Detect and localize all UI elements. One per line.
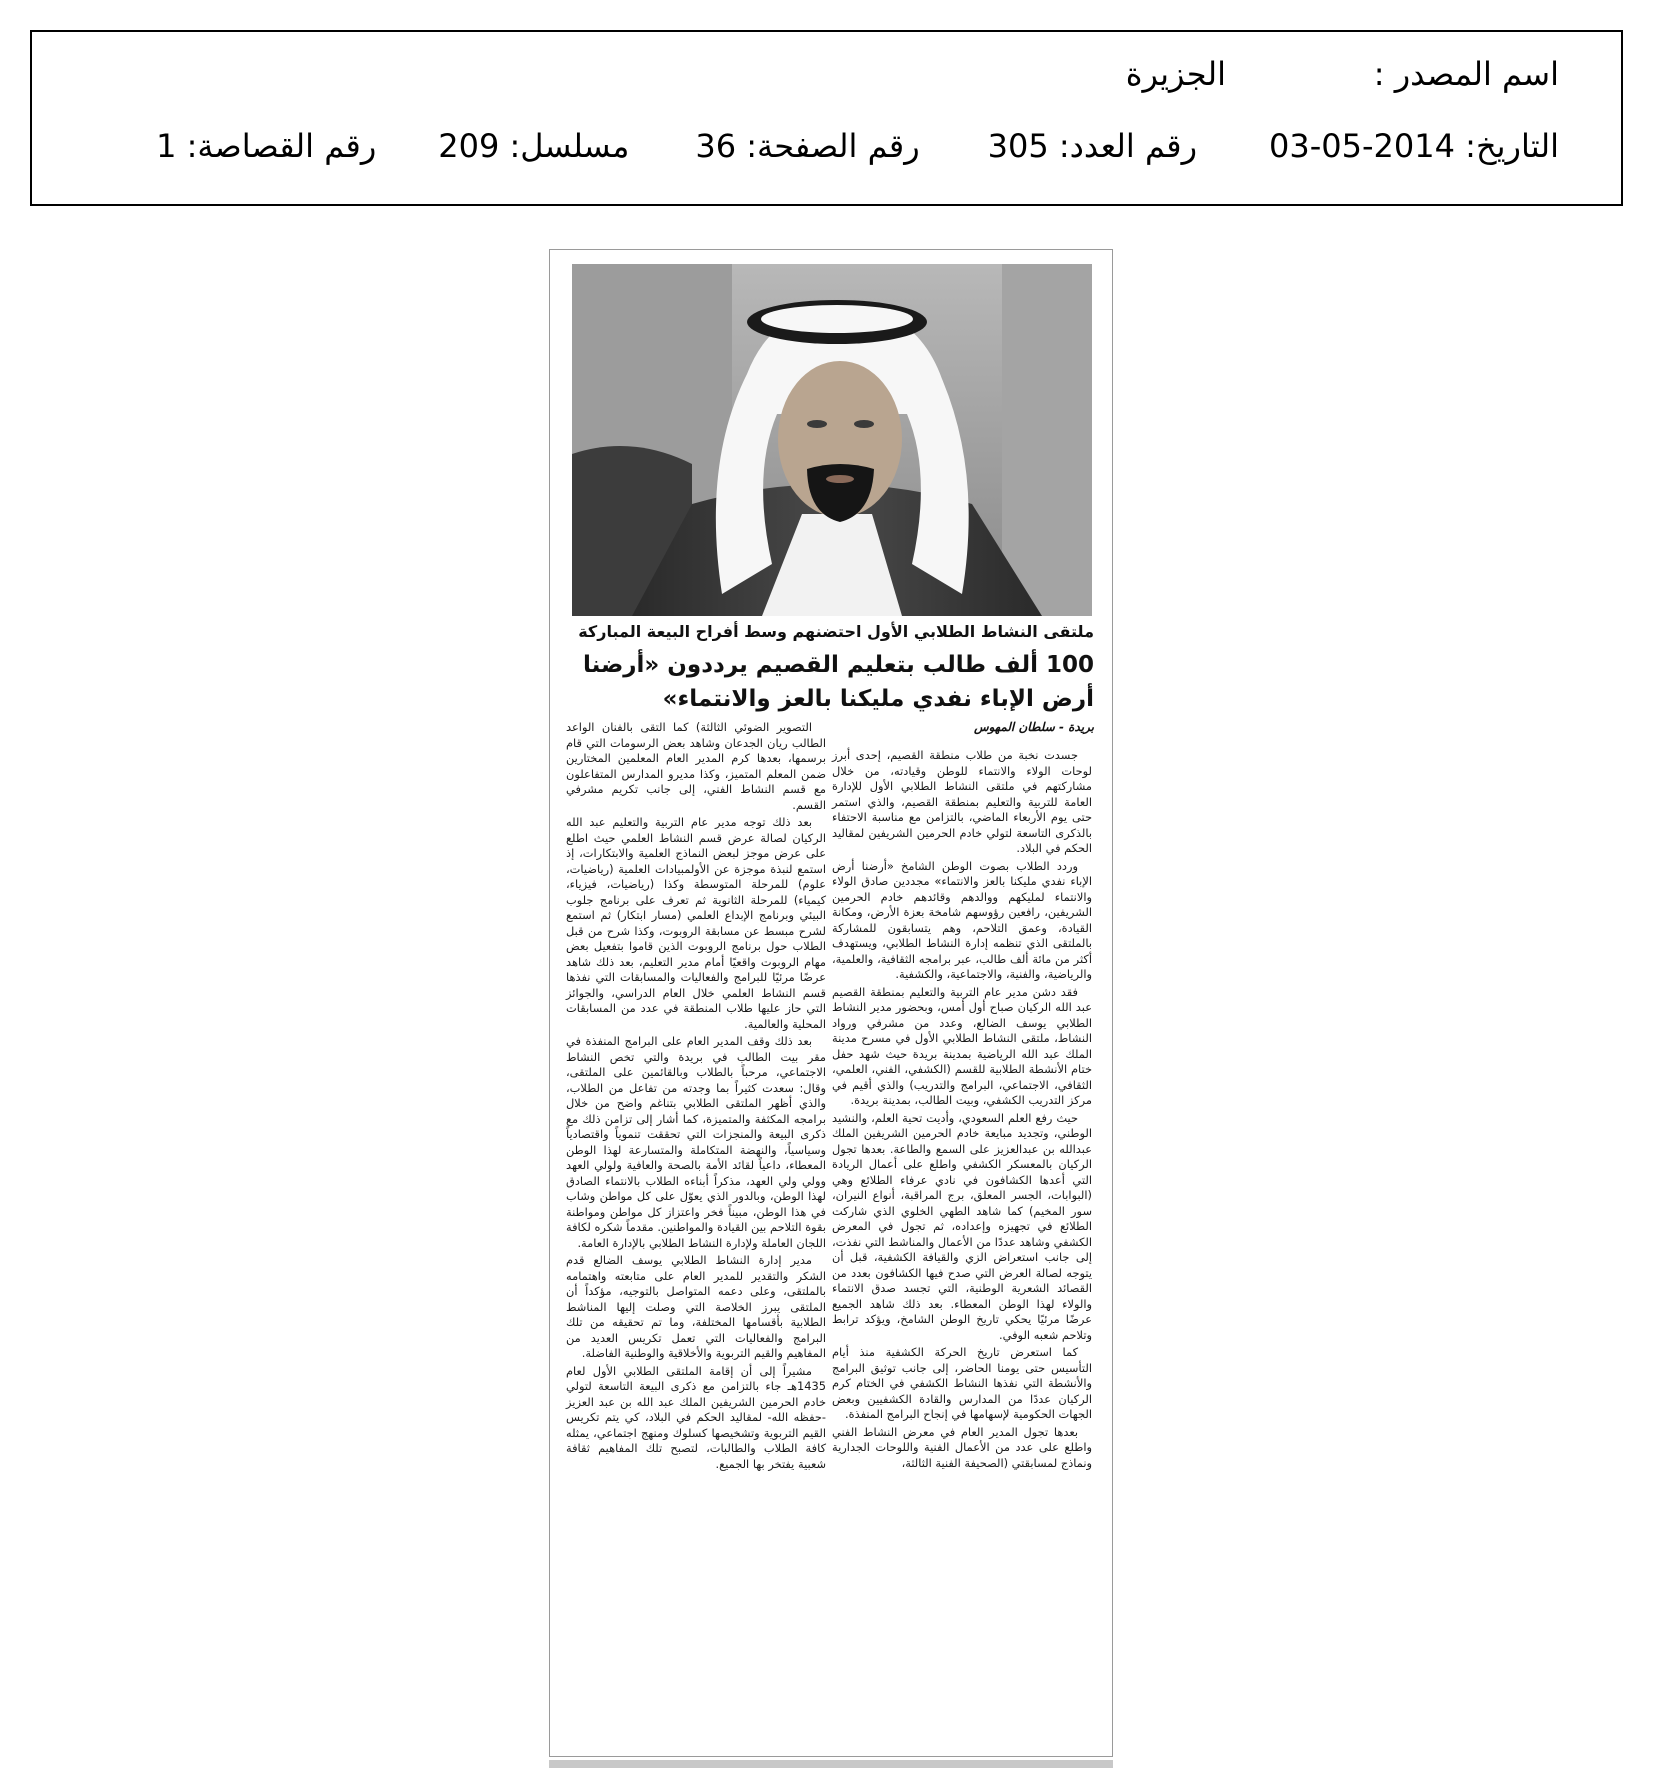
paragraph: حيث رفع العلم السعودي، وأديت تحية العلم، والنشيد الوطني، وتجديد مبايعة خادم الحرمين الشريفين الملك عبدالله بن عبدالعزيز على السمع والطاعة. بعدها تجول الركيان بالمعسكر الكشفي واطلع على أعمال الريادة التي أعدها الكشافون في نادي عرفاء الطلائع وهي (البوابات، الجسر المعلق، برج المراقبة، أنواع النيران، سور المخيم) كما شاهد الطهي الخلوي الذي شاركت الطلائع في تجهيزه وإعداده، ثم تجول في المعرض الكشفي وشاهد عددًا من الأعمال والمناشط التي نفذت، إلى جانب استعراض الزي والقيافة الكشفية، قبل أن يتوجه لصالة العرض التي صدح فيها الكشافون بعدد من القصائد الشعرية الوطنية، التي تجسد صدق الانتماء والولاء لهذا الوطن المعطاء. بعد ذلك شاهد الجميع عرضًا مرئيًا يحكي تاريخ الوطن الشامخ، ويؤكد ترابط وتلاحم شعبه الوفي.: [832, 1110, 1092, 1342]
newspaper-clipping: [549, 249, 1113, 1757]
article-kicker: ملتقى النشاط الطلابي الأول احتضنهم وسط أفراح البيعة المباركة: [578, 622, 1094, 641]
paragraph: كما استعرض تاريخ الحركة الكشفية منذ أيام التأسيس حتى يومنا الحاضر، إلى جانب توثيق البرامج والأنشطة التي نفذها النشاط الكشفي في الختام كرم الركيان عددًا من المدارس والقادة الكشفيين وبعض الجهات الحكومية لإسهامها في إنجاح البرامج المنفذة.: [832, 1345, 1092, 1421]
paragraph: فقد دشن مدير عام التربية والتعليم بمنطقة القصيم عبد الله الركيان صباح أول أمس، وبحضور مدير النشاط الطلابي يوسف الضالع، وعدد من مشرفي ورواد النشاط، ملتقى النشاط الطلابي الأول في مسرح مدينة الملك عبد الله الرياضية بمدينة بريدة حيث شهد حفل ختام الأنشطة الطلابية للقسم (الكشفي، الفني، العلمي، الثقافي، الاجتماعي، البرامج والتدريب) والذي أقيم في مركز التدريب الكشفي، وبيت الطالب، بمدينة بريدة.: [832, 984, 1092, 1107]
date-field: التاريخ: 2014-05-03: [1269, 127, 1559, 165]
article-headline: 100 ألف طالب بتعليم القصيم يرددون «أرضنا أرض الإباء نفدي مليكنا بالعز والانتماء»: [583, 652, 1094, 712]
paragraph: التصوير الضوئي الثالثة) كما التقى بالفنان الواعد الطالب ريان الجدعان وشاهد بعض الرسومات التي قام برسمها، بعدها كرم المدير العام المعلمين المختارين ضمن المعلم المتميز، وكذا مديرو المدارس المتفاعلون مع قسم النشاط الفني، إلى جانب تكريم مشرفي القسم.: [566, 720, 826, 812]
page-field: رقم الصفحة: 36: [695, 127, 920, 165]
paragraph: جسدت نخبة من طلاب منطقة القصيم، إحدى أبرز لوحات الولاء والانتماء للوطن وقيادته، من خلال مشاركتهم في ملتقى النشاط الطلابي الأول للإدارة العامة للتربية والتعليم بمنطقة القصيم، والذي استمر حتى يوم الأربعاء الماضي، بالتزامن مع مناسبة الاحتفاء بالذكرى التاسعة لتولي خادم الحرمين الشريفين لمقاليد الحكم في البلاد.: [832, 748, 1092, 855]
article-column-right: [832, 748, 1092, 1473]
paragraph: مشيراً إلى أن إقامة الملتقى الطلابي الأول لعام 1435هـ جاء بالتزامن مع ذكرى البيعة التاسعة لتولي خادم الحرمين الشريفين الملك عبد الله بن عبد العزيز -حفظه الله- لمقاليد الحكم في البلاد، كي يتم تكريس القيم التربوية وتشخيصها كسلوك ومنهج اجتماعي، يمثله كافة الطلاب والطالبات، لتصبح تلك المفاهيم ثقافة شعبية يفتخر بها الجميع.: [566, 1363, 826, 1471]
clipping-bottom-rule: [549, 1760, 1113, 1768]
clipping-meta-row: [156, 127, 1559, 165]
paragraph: بعدها تجول المدير العام في معرض النشاط الفني واطلع على عدد من الأعمال الفنية واللوحات الجدارية ونماذج لمسابقتي (الصحيفة الفنية الثالثة،: [832, 1424, 1092, 1470]
article-column-left: [566, 720, 826, 1474]
clipping-info-header: [30, 30, 1623, 206]
paragraph: وردد الطلاب بصوت الوطن الشامخ «أرضنا أرض الإباء نفدي مليكنا بالعز والانتماء» مجددين صادق الولاء والانتماء لمليكهم ووالدهم وقائدهم خادم الحرمين الشريفين، رافعين رؤوسهم شامخة بعزة الأرض، ومكانة القيادة، وعمق التلاحم، وهم يتسابقون للمشاركة بالملتقى الذي تنظمه إدارة النشاط الطلابي، ويستهدف أكثر من مائة ألف طالب، عبر برامجه الثقافية، والعلمية، والرياضية، والفنية، والاجتماعية، والكشفية.: [832, 858, 1092, 981]
article-byline: بريدة - سلطان المهوس: [973, 720, 1094, 734]
paragraph: بعد ذلك وقف المدير العام على البرامج المنفذة في مقر بيت الطالب في بريدة والتي تخص النشاط الاجتماعي، مرحباً بالطلاب وبالقائمين على الملتقى، وقال: سعدت كثيراً بما وجدته من تفاعل من الطلاب، والذي أظهر الملتقى الطلابي بتناغم واضح من خلال برامجه المكثفة والمتميزة، كما أشار إلى تزامن ذلك مع ذكرى البيعة والمنجزات التي تحققت تنموياً واقتصادياً وسياسياً، والنهضة المتكاملة والمتسارعة لهذا الوطن المعطاء، داعياً لقائد الأمة بالصحة والعافية ولولي العهد وولي ولي العهد، مذكراً أبناءه الطلاب بالانتماء الصادق لهذا الوطن، وبالدور الذي يعوّل على كل مواطن وشاب في هذا الوطن، مبيناً فخر واعتزاز كل مواطن ومواطنة بقوة التلاحم بين القيادة والمواطنين. مقدماً شكره لكافة اللجان العاملة ولإدارة النشاط الطلابي بالإدارة العامة.: [566, 1034, 826, 1250]
paragraph: مدير إدارة النشاط الطلابي يوسف الضالع قدم الشكر والتقدير للمدير العام على متابعته واهتمامه بالملتقى، وعلى دعمه المتواصل بالتوجيه، مؤكداً أن الملتقى يبرز الخلاصة التي وصلت إليها المناشط الطلابية بأقسامها المختلفة، وما تم تحقيقه من تلك البرامج والفعاليات التي تعمل تكريس العديد من المفاهيم والقيم التربوية والأخلاقية والوطنية الفاضلة.: [566, 1253, 826, 1360]
paragraph: بعد ذلك توجه مدير عام التربية والتعليم عبد الله الركيان لصالة عرض قسم النشاط العلمي حيث اطلع على عرض موجز لبعض النماذج العلمية والابتكارات، إذ استمع لنبذة موجزة عن الأولمبيادات العلمية (رياضيات، علوم) للمرحلة المتوسطة وكذا (رياضيات، فيزياء، كيمياء) للمرحلة الثانوية ثم تعرف على برنامج جلوب البيئي وبرنامج الإبداع العلمي (مسار ابتكار) ثم استمع لشرح مبسط عن مسابقة الروبوت، وكذا شرح من قبل الطلاب حول برنامج الروبوت الذين قاموا بتفعيل بعض مهام الروبوت واقعيًا أمام مدير التعليم، بعد ذلك شاهد عرضًا مرئيًا للبرامج والفعاليات والمسابقات التي نفذها قسم النشاط العلمي خلال العام الدراسي، والجوائز التي حاز عليها طلاب المنطقة في عدد من المسابقات المحلية والعالمية.: [566, 815, 826, 1031]
serial-field: مسلسل: 209: [438, 127, 630, 165]
article-body: [550, 250, 1112, 1756]
issue-field: رقم العدد: 305: [987, 127, 1198, 165]
clip-number-field: رقم القصاصة: 1: [156, 127, 377, 165]
source-value: الجزيرة: [1125, 55, 1226, 93]
source-label: اسم المصدر :: [1373, 55, 1559, 93]
